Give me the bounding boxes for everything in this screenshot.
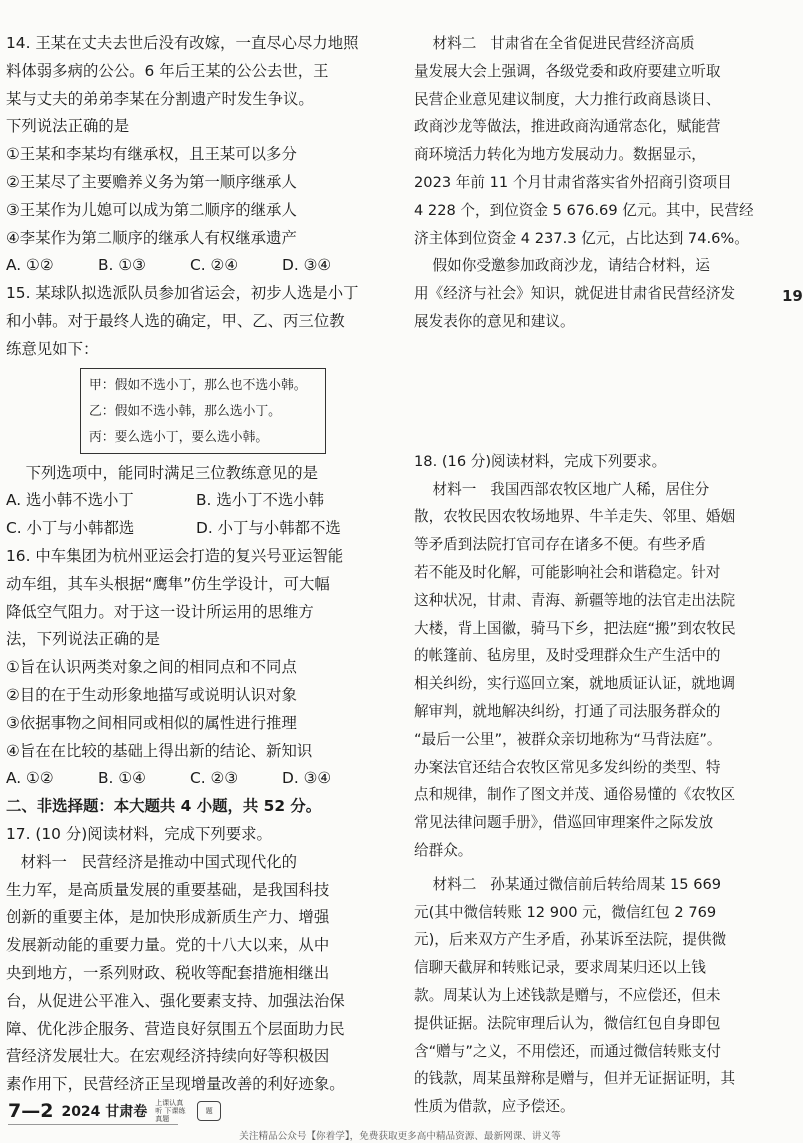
q16-option-b: B. ①④: [98, 769, 146, 788]
q18-line: 的钱款，周某虽辩称是赠与，但并无证据证明，其: [414, 1070, 736, 1088]
question-16: [6, 543, 386, 793]
q18-line: 材料一 我国西部农牧区地广人稀，居住分: [414, 480, 710, 498]
q17-mat2-line: 展发表你的意见和建议。: [414, 312, 575, 330]
page-number: 7—2: [8, 1100, 54, 1122]
q15-option-c: C. 小丁与小韩都选: [6, 519, 135, 538]
q18-line: 元)，后来双方产生矛盾，孙某诉至法院，提供微: [414, 931, 727, 949]
q18-line: 若不能及时化解，可能影响社会和谐稳定。针对: [414, 563, 721, 581]
q15-options-row2: [6, 515, 386, 543]
q17-line: 营经济发展壮大。在宏观经济持续向好等积极因: [6, 1047, 330, 1066]
q18-line: 常见法律问题手册》，借巡回审理案件之际发放: [414, 814, 714, 832]
q18-line: 含“赠与”之义，不用偿还，而通过微信转账支付: [414, 1042, 721, 1060]
q14-option-d: D. ③④: [282, 256, 332, 275]
q15-line: 练意见如下：: [6, 339, 99, 358]
left-column: [6, 30, 386, 1099]
q18-line: 点和规律，制作了图文并茂、通俗易懂的《农牧区: [414, 786, 736, 804]
q15-line: 15. 某球队拟选派队员参加省运会，初步人选是小丁: [6, 284, 359, 303]
footer-slogan: 上课认真听 下课练真题: [155, 1099, 186, 1123]
q17-mat2-line: 民营企业意见建议制度，大力推行政商恳谈日、: [414, 90, 721, 108]
q14-line: 下列说法正确的是: [6, 117, 130, 136]
q16-line: 法，下列说法正确的是: [6, 630, 160, 649]
q16-option-d: D. ③④: [282, 769, 332, 788]
q17-mat2-line: 商环境活力转化为地方发展动力。数据显示，: [414, 146, 706, 164]
q14-options: [6, 252, 386, 280]
answer-space: [414, 336, 770, 448]
exam-brand: 2024 甘肃卷: [61, 1104, 148, 1120]
q18-line: 办案法官还结合农牧区常见多发纠纷的类型、特: [414, 758, 721, 776]
q15-option-d: D. 小丁与小韩都不选: [196, 519, 341, 538]
question-18: [414, 448, 770, 1121]
q17-material-two: [414, 30, 770, 336]
q16-option-c: C. ②③: [190, 769, 239, 788]
brand-logo-icon: 题: [197, 1101, 221, 1121]
q17-mat2-line: 用《经济与社会》知识，就促进甘肃省民营经济发: [414, 285, 736, 303]
q16-options: [6, 765, 386, 793]
q18-line: 大楼，背上国徽，骑马下乡，把法庭“搬”到农牧民: [414, 619, 736, 637]
q18-line: 相关纠纷，实行巡回立案，就地质证认证，就地调: [414, 675, 736, 693]
q14-line: 料体弱多病的公公。6 年后王某的公公去世，王: [6, 61, 329, 80]
q16-line: ③依据事物之间相同或相似的属性进行推理: [6, 713, 297, 732]
bottom-notice: 关注精品公众号【你着学】，免费获取更多高中精品资源、最新网课、讲义等: [239, 1131, 561, 1142]
q17-mat2-line: 量发展大会上强调，各级党委和政府要建立听取: [414, 62, 721, 80]
question-15: [6, 280, 386, 543]
q18-line: 解审判，就地解决纠纷，打通了司法服务群众的: [414, 702, 721, 720]
q17-mat2-line: 济主体到位资金 4 237.3 亿元，占比达到 74.6%。: [414, 229, 749, 247]
q14-line: ③王某作为儿媳可以成为第二顺序的继承人: [6, 200, 297, 219]
q18-line: 元(其中微信转账 12 900 元，微信红包 2 769: [414, 903, 717, 921]
coach-opinion: 甲：假如不选小丁，那么也不选小韩。: [89, 377, 307, 393]
q16-line: 16. 中车集团为杭州亚运会打造的复兴号亚运智能: [6, 546, 344, 565]
q14-option-b: B. ①③: [98, 256, 146, 275]
q16-option-a: A. ①②: [6, 769, 54, 788]
q18-line: “最后一公里”，被群众亲切地称为“马背法庭”。: [414, 730, 722, 748]
q16-line: 动车组，其车头根据“鹰隼”仿生学设计，可大幅: [6, 574, 330, 593]
page-footer: [8, 1098, 221, 1124]
footer-rule: [8, 1124, 178, 1125]
q17-mat2-line: 4 228 个，到位资金 5 676.69 亿元。其中，民营经: [414, 201, 754, 219]
q16-line: ②目的在于生动形象地描写或说明认识对象: [6, 685, 297, 704]
q17-line: 17. (10 分)阅读材料，完成下列要求。: [6, 824, 272, 843]
question-17: [6, 821, 386, 1099]
q16-line: ④旨在在比较的基础上得出新的结论、新知识: [6, 741, 313, 760]
q18-line: 给群众。: [414, 841, 473, 859]
q18-line: 的帐篷前、毡房里，及时受理群众生产生活中的: [414, 647, 721, 665]
q14-line: ④李某作为第二顺序的继承人有权继承遗产: [6, 228, 297, 247]
q14-line: 某与丈夫的弟弟李某在分割遗产时发生争议。: [6, 89, 314, 108]
q17-mat2-line: 材料二 甘肃省在全省促进民营经济高质: [414, 35, 695, 52]
q17-mat2-line: 政商沙龙等做法，推进政商沟通常态化，赋能营: [414, 118, 721, 136]
q15-option-b: B. 选小丁不选小韩: [196, 491, 325, 510]
q16-line: 降低空气阻力。对于这一设计所运用的思维方: [6, 602, 314, 621]
right-column: [414, 30, 770, 1121]
q17-line: 创新的重要主体，是加快形成新质生产力、增强: [6, 908, 330, 927]
q18-line: 提供证据。法院审理后认为，微信红包自身即包: [414, 1014, 721, 1032]
next-page-question-number: 19: [782, 287, 803, 305]
q17-mat2-line: 假如你受邀参加政商沙龙，请结合材料，运: [414, 257, 710, 275]
q18-line: 信聊天截屏和转账记录，要求周某归还以上钱: [414, 959, 706, 977]
q18-line: 散，农牧民因农牧场地界、牛羊走失、邻里、婚姻: [414, 508, 736, 526]
coach-opinion: 乙：假如不选小韩，那么选小丁。: [89, 403, 281, 419]
q14-option-c: C. ②④: [190, 256, 239, 275]
q15-options-row1: [6, 487, 386, 515]
q16-line: ①旨在认识两类对象之间的相同点和不同点: [6, 658, 297, 677]
q15-stem: 下列选项中，能同时满足三位教练意见的是: [6, 463, 318, 482]
q17-line: 台，从促进公平准入、强化要素支持、加强法治保: [6, 991, 345, 1010]
q17-line: 障、优化涉企服务、营造良好氛围五个层面助力民: [6, 1019, 345, 1038]
q15-option-a: A. 选小韩不选小丁: [6, 491, 134, 510]
q18-line: 18. (16 分)阅读材料，完成下列要求。: [414, 452, 667, 470]
coach-opinion: 丙：要么选小丁，要么选小韩。: [89, 429, 269, 445]
q17-line: 材料一 民营经济是推动中国式现代化的: [6, 852, 297, 871]
q17-line: 发展新动能的重要力量。党的十八大以来，从中: [6, 936, 330, 955]
q17-line: 央到地方，一系列财政、税收等配套措施相继出: [6, 963, 330, 982]
q18-line: 材料二 孙某通过微信前后转给周某 15 669: [414, 875, 722, 893]
q15-line: 和小韩。对于最终人选的确定，甲、乙、丙三位教: [6, 311, 345, 330]
q17-line: 生力军，是高质量发展的重要基础，是我国科技: [6, 880, 330, 899]
q14-line: ②王某尽了主要赡养义务为第一顺序继承人: [6, 172, 297, 191]
q18-line: 款。周某认为上述钱款是赠与，不应偿还，但未: [414, 986, 721, 1004]
q14-option-a: A. ①②: [6, 256, 54, 275]
q14-line: ①王某和李某均有继承权，且王某可以多分: [6, 145, 297, 164]
coach-opinions-box: [80, 368, 326, 454]
q18-line: 等矛盾到法院打官司存在诸多不便。有些矛盾: [414, 536, 706, 554]
q14-line: 14. 王某在丈夫去世后没有改嫁，一直尽心尽力地照: [6, 34, 359, 52]
q18-line: 这种状况，甘肃、青海、新疆等地的法官走出法院: [414, 591, 736, 609]
question-14: [6, 30, 386, 280]
q17-mat2-line: 2023 年前 11 个月甘肃省落实省外招商引资项目: [414, 173, 732, 191]
q17-line: 素作用下，民营经济正呈现增量改善的利好迹象。: [6, 1075, 345, 1094]
q18-line: 性质为借款，应予偿还。: [414, 1098, 575, 1116]
section-heading: 二、非选择题：本大题共 4 小题，共 52 分。: [6, 797, 322, 816]
